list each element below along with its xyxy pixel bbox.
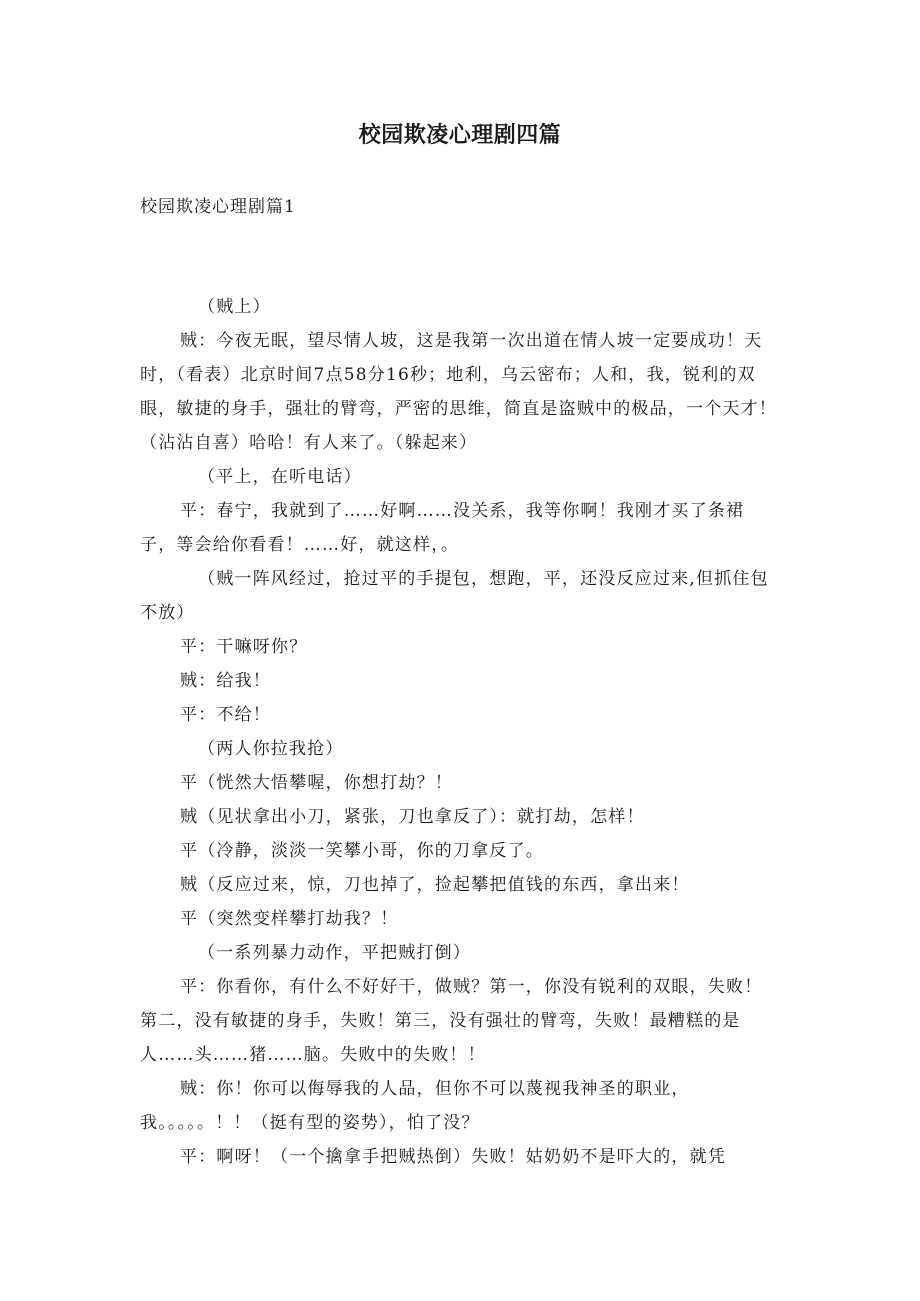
dialogue-line: 平：啊呀！（一个擒拿手把贼热倒）失败！姑奶奶不是吓大的，就凭	[180, 1147, 726, 1167]
stage-direction: （两人你拉我抢）	[198, 739, 344, 759]
dialogue-line: 平（冷静，淡淡一笑攀小哥，你的刀拿反了。	[180, 841, 544, 861]
dialogue-line: 平（恍然大悟攀喔，你想打劫？！	[180, 773, 453, 793]
stage-direction: （一系列暴力动作，平把贼打倒）	[198, 943, 471, 963]
section-heading: 校园欺凌心理剧篇1	[140, 197, 296, 217]
dialogue-line: 平：不给！	[180, 705, 271, 725]
dialogue-line: 平：你看你，有什么不好好干，做贼？第一，你没有锐利的双眼，失败！第二，没有敏捷的身手，失败！第三，没有强壮的臂弯，失败！最糟糕的是人……头……猪……脑。失败中的失败！！	[140, 977, 763, 1065]
document-title: 校园欺凌心理剧四篇	[358, 123, 562, 148]
dialogue-line: 贼（反应过来，惊，刀也掉了，捡起攀把值钱的东西，拿出来！	[180, 875, 690, 895]
stage-direction: （贼一阵风经过，抢过平的手提包，想跑，平，还没反应过来,但抓住包不放）	[140, 569, 769, 623]
stage-direction: （贼上）	[198, 297, 271, 317]
script-body	[140, 290, 780, 1174]
dialogue-line: 平：干嘛呀你？	[180, 637, 308, 657]
dialogue-line: 贼（见状拿出小刀，紧张，刀也拿反了）：就打劫，怎样！	[180, 807, 645, 827]
dialogue-line: 贼：给我！	[180, 671, 271, 691]
stage-direction: （平上，在听电话）	[198, 467, 362, 487]
dialogue-line: 平：春宁，我就到了……好啊……没关系，我等你啊！我刚才买了条裙子，等会给你看看！……好，就这样，。	[140, 501, 745, 555]
dialogue-line: 平（突然变样攀打劫我？！	[180, 909, 399, 929]
dialogue-line: 贼：你！你可以侮辱我的人品，但你不可以蔑视我神圣的职业，我。。。。。！！（挺有型的姿势），怕了没？	[140, 1079, 690, 1133]
dialogue-line: 贼：今夜无眠，望尽情人坡，这是我第一次出道在情人坡一定要成功！天时，（看表）北京时间7点58分16秒；地利，乌云密布；人和，我，锐利的双眼，敏捷的身手，强壮的臂弯，严密的思维，简直是盗贼中的极品，一个天才！（沾沾自喜）哈哈！有人来了。（躲起来）	[140, 331, 777, 453]
